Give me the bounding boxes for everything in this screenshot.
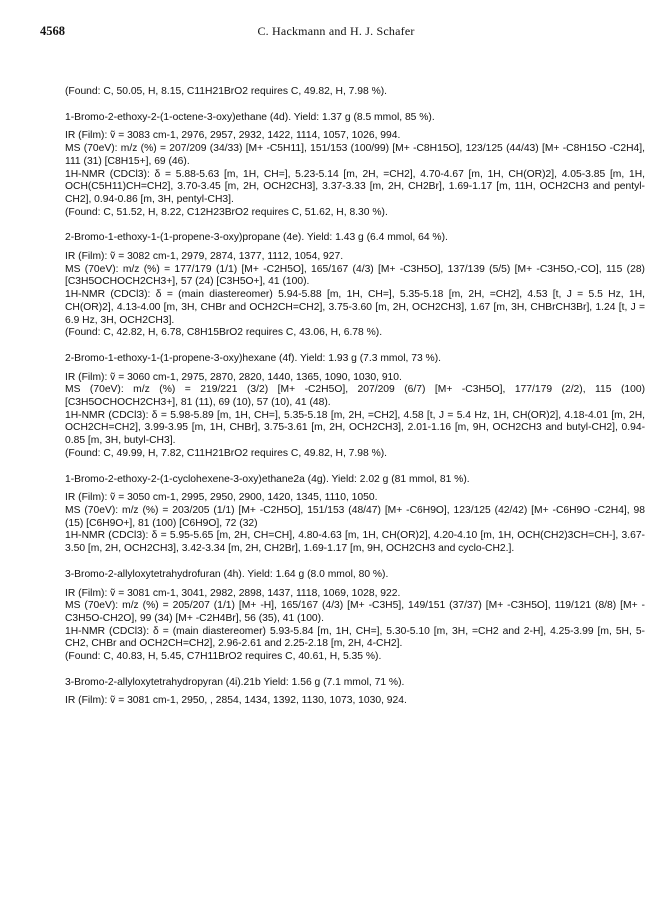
nmr-data: 1H-NMR (CDCl3): δ = 5.88-5.63 [m, 1H, CH=], 5.23-5.14 [m, 2H, =CH2], 4.70-4.67 [m, 1H, CH(OR)2], 4.05-3.85 [m, 1H, OCH(C5H11)CH=CH2], 3.70-3.45 [m, 2H, OCH2CH3], 3.37-3.33 [m, 2H, CH2Br], 1.69-1.17 [m, 11H, OCH2CH3 and pentyl-CH2], 0.94-0.86 [m, 3H, pentyl-CH3]. — [65, 168, 645, 205]
ir-data: IR (Film): ṽ = 3082 cm-1, 2979, 2874, 1377, 1112, 1054, 927. — [65, 251, 344, 263]
nmr-data: 1H-NMR (CDCl3): δ = 5.98-5.89 [m, 1H, CH=], 5.35-5.18 [m, 2H, =CH2], 4.58 [t, J = 5.4 Hz, 1H, CH(OR)2], 4.18-4.01 [m, 2H, OCH2CH=CH2], 3.99-3.95 [m, 1H, CHBr], 3.75-3.61 [m, 2H, OCH2CH3], 2.01-1.16 [m, 9H, OCH2CH3 and butyl-CH2], 0.94-0.85 [m, 3H, butyl-CH3]. — [65, 409, 645, 447]
ms-data: MS (70eV): m/z (%) = 203/205 (1/1) [M+ -C2H5O], 151/153 (48/47) [M+ -C6H9O], 123/125 (42/42) [M+ -C6H9O -C2H4], 98 (15) [C6H9O+], 81 (100) [C6H9O], 72 (32) — [65, 504, 645, 529]
ir-data: IR (Film): ṽ = 3060 cm-1, 2975, 2870, 2820, 1440, 1365, 1090, 1030, 910. — [65, 371, 402, 383]
nmr-data: 1H-NMR (CDCl3): δ = (main diastereomer) 5.94-5.88 [m, 1H, CH=], 5.35-5.18 [m, 2H, =CH2], 4.53 [t, J = 5.5 Hz, 1H, CH(OR)2], 4.13-4.00 [m, 3H, CHBr and OCH2CH=CH2], 3.75-3.60 [m, 2H, OCH2CH3], 1.67 [m, 3H, CHBrCH3Br], 1.24 [t, J = 6.9 Hz, 3H, OCH2CH3]. — [65, 289, 645, 326]
entry-title: 2-Bromo-1-ethoxy-1-(1-propene-3-oxy)hexane (4f). Yield: 1.93 g (7.3 mmol, 73 %). — [65, 352, 442, 364]
ir-data: IR (Film): ṽ = 3050 cm-1, 2995, 2950, 2900, 1420, 1345, 1110, 1050. — [65, 492, 378, 504]
ir-data: IR (Film): ṽ = 3081 cm-1, 2950, , 2854, 1434, 1392, 1130, 1073, 1030, 924. — [65, 695, 407, 707]
ms-data: MS (70eV): m/z (%) = 177/179 (1/1) [M+ -C2H5O], 165/167 (4/3) [M+ -C3H5O], 137/139 (5/5) [M+ -C3H5O,-CO], 115 (28) [C3H5OCHOCH2CH3+], 57 (24) [C3H5O+], 41 (100). — [65, 263, 645, 288]
entry-title: 1-Bromo-2-ethoxy-2-(1-octene-3-oxy)ethane (4d). Yield: 1.37 g (8.5 mmol, 85 %). — [65, 111, 435, 123]
found-line: (Found: C, 40.83, H, 5.45, C7H11BrO2 requires C, 40.61, H, 5.35 %). — [65, 651, 382, 663]
page-number: 4568 — [40, 24, 65, 38]
compound-entry — [65, 232, 645, 340]
compound-entry — [65, 569, 645, 664]
ms-data: MS (70eV): m/z (%) = 219/221 (3/2) [M+ -C2H5O], 207/209 (6/7) [M+ -C3H5O], 177/179 (2/2), 115 (100) [C3H5OCHOCH2CH3+], 81 (11), 69 (10), 57 (10), 41 (48). — [65, 384, 645, 409]
found-line: (Found: C, 49.99, H, 7.82, C11H21BrO2 requires C, 49.82, H, 7.98 %). — [65, 447, 388, 459]
ms-data: MS (70eV): m/z (%) = 207/209 (34/33) [M+ -C5H11], 151/153 (100/99) [M+ -C8H15O], 123/125 (44/43) [M+ -C8H15O -C2H4], 111 (31) [C8H15+], 69 (46). — [65, 143, 645, 167]
ir-data: IR (Film): ṽ = 3083 cm-1, 2976, 2957, 2932, 1422, 1114, 1057, 1026, 994. — [65, 130, 401, 142]
compound-entries — [65, 112, 645, 708]
document-body — [65, 86, 645, 721]
entry-title: 2-Bromo-1-ethoxy-1-(1-propene-3-oxy)propane (4e). Yield: 1.43 g (6.4 mmol, 64 %). — [65, 232, 448, 244]
entry-title: 3-Bromo-2-allyloxytetrahydrofuran (4h). Yield: 1.64 g (8.0 mmol, 80 %). — [65, 568, 389, 580]
ms-data: MS (70eV): m/z (%) = 205/207 (1/1) [M+ -H], 165/167 (4/3) [M+ -C3H5], 149/151 (37/37) [M+ -C3H5O], 119/121 (8/8) [M+ -C3H5O-CH2O], 99 (34) [M+ -C2H4Br], 56 (35), 41 (100). — [65, 600, 645, 624]
nmr-data: 1H-NMR (CDCl3): δ = (main diastereomer) 5.93-5.84 [m, 1H, CH=], 5.30-5.10 [m, 3H, =CH2 and 2-H], 4.25-3.99 [m, 5H, 5-CH2, CHBr and OCH2CH=CH2], 2.96-2.61 and 2.25-2.18 [m, 2H, 4-CH2]. — [65, 625, 645, 650]
entry-title: 3-Bromo-2-allyloxytetrahydropyran (4i).21b Yield: 1.56 g (7.1 mmol, 71 %). — [65, 676, 405, 688]
compound-entry — [65, 112, 645, 220]
compound-entry — [65, 353, 645, 461]
running-head: C. Hackmann and H. J. Schafer — [257, 24, 415, 38]
found-line: (Found: C, 42.82, H, 6.78, C8H15BrO2 requires C, 43.06, H, 6.78 %). — [65, 327, 383, 339]
page-header — [40, 24, 632, 40]
compound-entry — [65, 474, 645, 556]
found-line: (Found: C, 51.52, H, 8.22, C12H23BrO2 requires C, 51.62, H, 8.30 %). — [65, 206, 388, 218]
found-line: (Found: C, 50.05, H, 8.15, C11H21BrO2 requires C, 49.82, H, 7.98 %). — [65, 86, 388, 97]
ir-data: IR (Film): ṽ = 3081 cm-1, 3041, 2982, 2898, 1437, 1118, 1069, 1028, 922. — [65, 587, 401, 599]
compound-entry — [65, 677, 645, 708]
entry-title: 1-Bromo-2-ethoxy-2-(1-cyclohexene-3-oxy)ethane2a (4g). Yield: 2.02 g (81 mmol, 81 %). — [65, 473, 470, 485]
nmr-data: 1H-NMR (CDCl3): δ = 5.95-5.65 [m, 2H, CH=CH], 4.80-4.63 [m, 1H, CH(OR)2], 4.20-4.10 [m, 1H, OCH(CH2)3CH=CH-], 3.67-3.50 [m, 2H, OCH2CH3], 3.42-3.34 [m, 2H, CH2Br], 1.69-1.17 [m, 9H, OCH2CH3 and cyclo-CH2.]. — [65, 530, 645, 555]
